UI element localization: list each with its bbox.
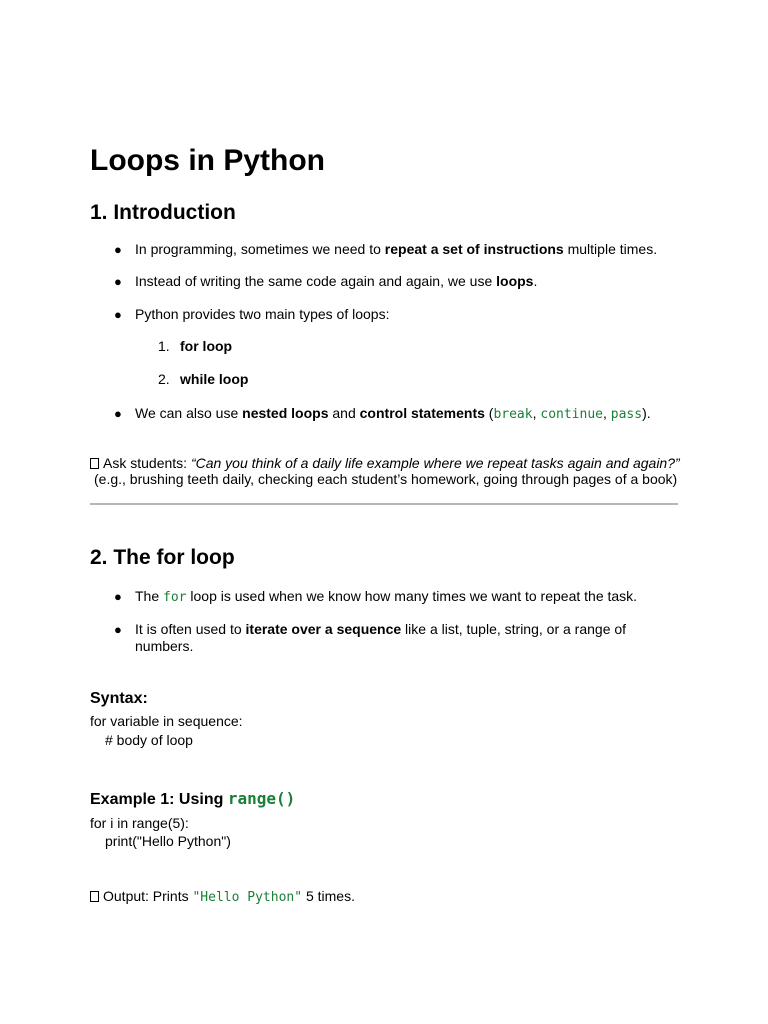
code-hello-python: "Hello Python" [192, 890, 303, 905]
list-item-while-loop: while loop [180, 371, 249, 387]
page-title: Loops in Python [90, 144, 325, 177]
intro-bullet-2: Instead of writing the same code again and again, we use loops. [135, 273, 538, 289]
for-bullet-2-continued: numbers. [135, 638, 194, 654]
bullet-icon: ● [114, 589, 122, 604]
intro-bullet-1: In programming, sometimes we need to repeat a set of instructions multiple times. [135, 241, 658, 257]
section-heading-introduction: 1. Introduction [90, 201, 236, 224]
ask-students-note: Ask students: “Can you think of a daily life example where we repeat tasks again and again?” [90, 455, 680, 472]
output-note: Output: Prints "Hello Python" 5 times. [90, 888, 355, 906]
bullet-icon: ● [114, 274, 122, 289]
bullet-icon: ● [114, 242, 122, 257]
intro-bullet-3: Python provides two main types of loops: [135, 306, 390, 322]
intro-bullet-4: We can also use nested loops and control statements (break, continue, pass). [135, 405, 651, 422]
list-number: 1. [158, 338, 170, 354]
horizontal-divider [90, 503, 678, 505]
example-1-heading: Example 1: Using range() [90, 789, 296, 808]
code-break: break [493, 407, 533, 422]
missing-glyph-icon [90, 891, 99, 902]
code-for: for [163, 590, 187, 605]
syntax-heading: Syntax: [90, 690, 148, 707]
syntax-line-2: # body of loop [105, 732, 193, 748]
list-number: 2. [158, 371, 170, 387]
for-bullet-1: The for loop is used when we know how many times we want to repeat the task. [135, 588, 638, 605]
example-1-line-1: for i in range(5): [90, 815, 189, 831]
missing-glyph-icon [90, 458, 99, 469]
section-heading-for-loop: 2. The for loop [90, 546, 235, 569]
code-range: range() [227, 789, 296, 808]
bullet-icon: ● [114, 622, 122, 637]
for-bullet-2: It is often used to iterate over a sequence like a list, tuple, string, or a range of [135, 621, 627, 637]
example-1-line-2: print("Hello Python") [105, 833, 231, 849]
bullet-icon: ● [114, 406, 122, 421]
list-item-for-loop: for loop [180, 338, 233, 354]
code-continue: continue [540, 407, 603, 422]
syntax-line-1: for variable in sequence: [90, 713, 243, 729]
bullet-icon: ● [114, 307, 122, 322]
ask-students-examples: (e.g., brushing teeth daily, checking each student’s homework, going through pages of a book) [94, 471, 678, 487]
code-pass: pass [610, 407, 643, 422]
